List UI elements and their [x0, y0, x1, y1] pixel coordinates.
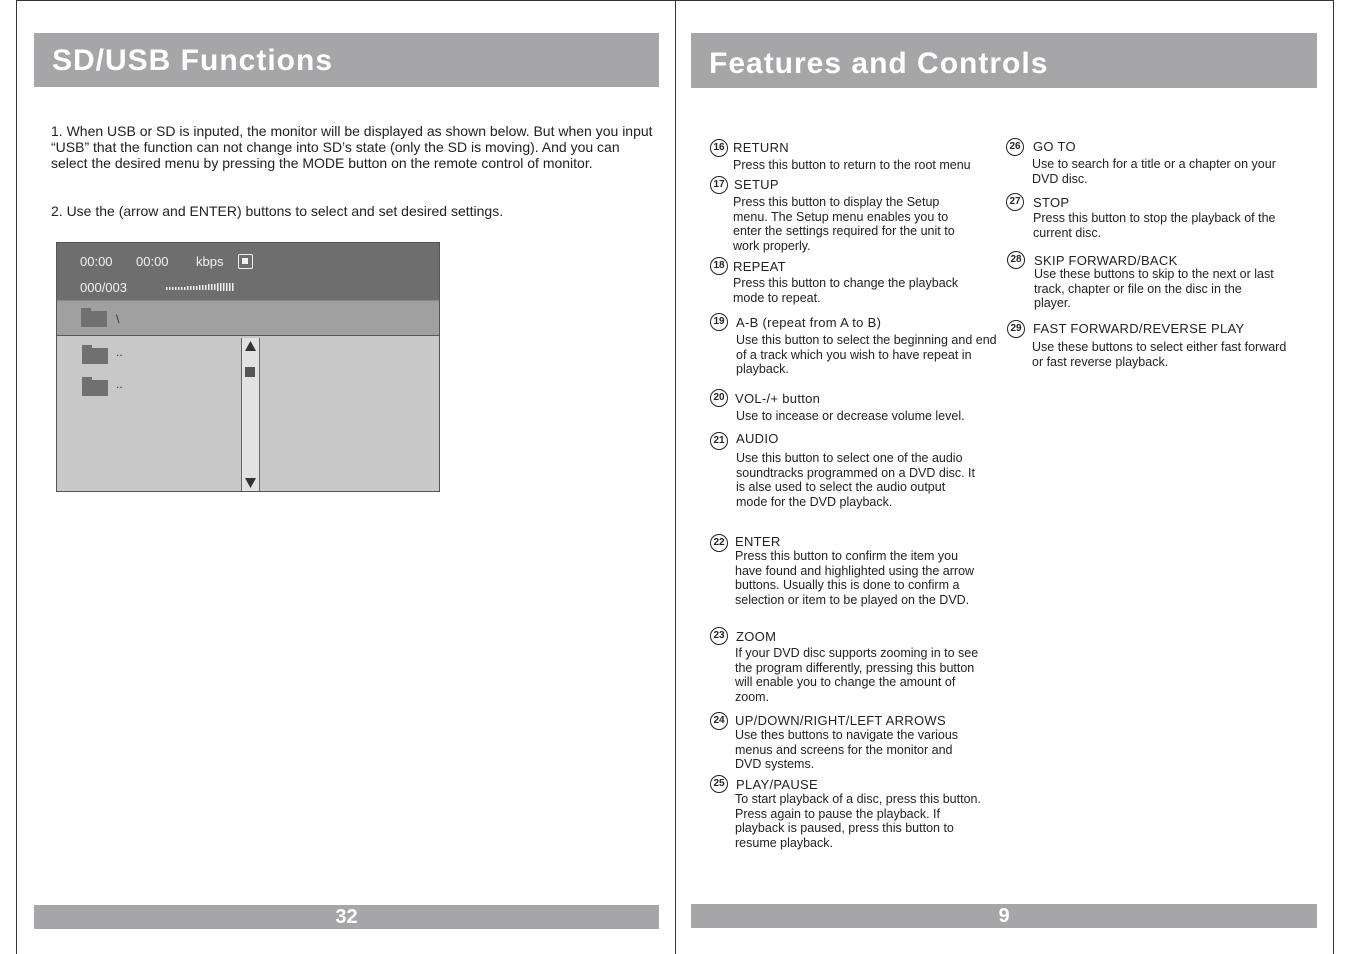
- item-title: A-B (repeat from A to B): [736, 315, 882, 330]
- item-description: If your DVD disc supports zooming in to see the program differently, pressing this button will enable you to change the amount of zoom.: [735, 646, 979, 704]
- item-description: Use to search for a title or a chapter on your DVD disc.: [1032, 157, 1276, 186]
- item-number-badge: 17: [710, 176, 728, 194]
- item-description: Press this button to display the Setup menu. The Setup menu enables you to enter the settings required for the unit to work properly.: [733, 195, 955, 253]
- item-description: Press this button to change the playback mode to repeat.: [733, 276, 959, 305]
- osd-bitrate: kbps: [196, 254, 224, 269]
- osd-current-path: \: [116, 312, 120, 326]
- left-page-title: SD/USB Functions: [52, 44, 334, 77]
- item-title: UP/DOWN/RIGHT/LEFT ARROWS: [735, 713, 946, 728]
- osd-elapsed-time: 00:00: [80, 254, 113, 269]
- osd-path-row: [57, 300, 439, 336]
- item-title: GO TO: [1033, 139, 1076, 154]
- item-number-badge: 28: [1007, 251, 1025, 269]
- list-item-label: ..: [116, 345, 123, 359]
- item-number-badge: 25: [710, 775, 728, 793]
- left-title-bar: [34, 33, 659, 87]
- item-title: SETUP: [734, 177, 779, 192]
- list-item[interactable]: [57, 344, 241, 364]
- item-number-badge: 16: [710, 139, 728, 157]
- item-title: PLAY/PAUSE: [736, 777, 818, 792]
- item-number-badge: 26: [1006, 138, 1024, 156]
- instruction-paragraph-1: 1. When USB or SD is inputed, the monitor will be displayed as shown below. But when you input “USB” that the function can not change into SD’s state (only the SD is moving). And you can select the desired menu by pressing the MODE button on the remote control of monitor.: [51, 123, 653, 171]
- item-description: Use to incease or decrease volume level.: [736, 409, 965, 423]
- item-description: To start playback of a disc, press this button. Press again to pause the playback. If playback is paused, press this button to resume playback.: [735, 792, 981, 850]
- osd-preview-pane: [260, 338, 439, 491]
- right-title-bar: [691, 33, 1317, 88]
- scroll-down-arrow-icon[interactable]: [245, 478, 256, 488]
- folder-icon: [82, 380, 108, 396]
- list-item[interactable]: [57, 376, 241, 396]
- item-number-badge: 22: [710, 534, 728, 552]
- item-title: ENTER: [735, 534, 781, 549]
- item-title: ZOOM: [736, 629, 777, 644]
- folder-icon: [81, 311, 107, 327]
- item-title: REPEAT: [733, 259, 786, 274]
- item-number-badge: 29: [1007, 320, 1025, 338]
- item-description: Press this button to return to the root menu: [733, 158, 971, 172]
- item-number-badge: 20: [710, 389, 728, 407]
- folder-icon: [82, 348, 108, 364]
- right-border: [1333, 0, 1334, 954]
- item-title: STOP: [1033, 195, 1070, 210]
- item-title: SKIP FORWARD/BACK: [1034, 253, 1178, 268]
- item-number-badge: 23: [710, 627, 728, 645]
- item-number-badge: 27: [1006, 193, 1024, 211]
- item-title: FAST FORWARD/REVERSE PLAY: [1033, 321, 1245, 336]
- scroll-thumb[interactable]: [245, 367, 255, 377]
- scroll-up-arrow-icon[interactable]: [245, 341, 256, 351]
- item-number-badge: 24: [710, 712, 728, 730]
- left-footer-bar: [34, 905, 659, 929]
- page-divider: [675, 0, 676, 954]
- item-description: Use this button to select the beginning and end of a track which you wish to have repeat in playback.: [736, 333, 997, 376]
- instruction-paragraph-2: 2. Use the (arrow and ENTER) buttons to select and set desired settings.: [51, 203, 504, 219]
- osd-file-list: [57, 338, 241, 491]
- item-title: RETURN: [733, 140, 789, 155]
- item-description: Use thes buttons to navigate the various menus and screens for the monitor and DVD systems.: [735, 728, 959, 771]
- right-footer-bar: [691, 904, 1317, 928]
- item-description: Use these buttons to skip to the next or last track, chapter or file on the disc in the player.: [1034, 267, 1274, 310]
- osd-scrollbar[interactable]: [241, 338, 260, 491]
- osd-total-time: 00:00: [136, 254, 169, 269]
- item-number-badge: 18: [710, 257, 728, 275]
- item-title: AUDIO: [736, 431, 779, 446]
- stop-icon: [238, 254, 253, 269]
- item-description: Press this button to stop the playback of the current disc.: [1033, 211, 1276, 240]
- item-description: Press this button to confirm the item you have found and highlighted using the arrow buttons. Usually this is done to confirm a selection or item to be played on the DVD.: [735, 549, 975, 607]
- level-meter-icon: [166, 283, 238, 293]
- list-item-label: ..: [116, 377, 123, 391]
- osd-status-bar: [57, 243, 439, 300]
- right-page-title: Features and Controls: [709, 47, 1049, 80]
- osd-track-counter: 000/003: [80, 280, 127, 295]
- item-description: Use this button to select one of the audio soundtracks programmed on a DVD disc. It is alse used to select the audio output mode for the DVD playback.: [736, 451, 975, 509]
- item-title: VOL-/+ button: [735, 391, 821, 406]
- item-number-badge: 19: [710, 313, 728, 331]
- item-description: Use these buttons to select either fast forward or fast reverse playback.: [1032, 340, 1287, 369]
- left-page-number: 32: [335, 906, 358, 928]
- left-border: [16, 0, 17, 954]
- osd-screen: [56, 242, 440, 492]
- item-number-badge: 21: [710, 432, 728, 450]
- right-page-number: 9: [998, 905, 1010, 927]
